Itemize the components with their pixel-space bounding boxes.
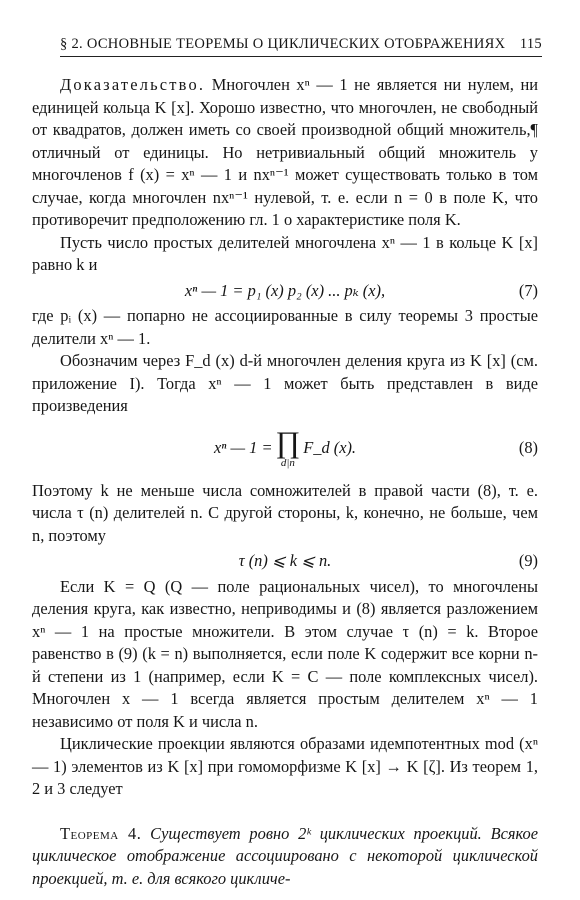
paragraph-cyclic-projections: Циклические проекции являются образами идемпотентных mod (xⁿ — 1) элементов из K [x] при гомоморфизме K [x] → K [ζ]. Из теорем 1, 2 и 3 следует — [32, 734, 538, 798]
proof-text: Многочлен xⁿ — 1 не является ни нулем, ни единицей кольца K [x]. Хорошо известно, что многочлен, не свободный от квадратов, должен иметь со своей производной общий множитель,¶ отличный от единицы. Но нетривиальный общий множитель у многочленов f (x) = xⁿ — 1 и nxⁿ⁻¹ может существовать только в том случае, когда многочлен nxⁿ⁻¹ нулевой, т. е. если n = 0 в поле K, что противоречит предположению гл. 1 о характеристике поля K. — [32, 75, 538, 229]
paragraph-prime-divisors: Пусть число простых делителей многочлена xⁿ — 1 в кольце K [x] равно k и — [32, 232, 538, 274]
product-symbol — [275, 425, 301, 469]
equation-8 — [32, 421, 538, 477]
product-subscript: d|n — [280, 456, 295, 469]
equation-7 — [32, 280, 538, 303]
paragraph-k-bounds: Поэтому k не меньше числа сомножителей в правой части (8), т. е. числа τ (n) делителей n. С другой стороны, k, конечно, не больше, чем n, поэтому — [32, 480, 538, 545]
section-title: § 2. ОСНОВНЫЕ ТЕОРЕМЫ О ЦИКЛИЧЕСКИХ ОТОБРАЖЕНИЯХ — [60, 36, 506, 52]
equation-8-number: (8) — [518, 438, 538, 458]
paragraph-rational-field: Если K = Q (Q — поле рациональных чисел), то многочлены деления круга, как известно, неприводимы и (8) является разложением xⁿ — 1 на простые множители. В этом случае τ (n) = k. Второе равенство в (9) (k = n) выполняется, если поле K содержит все корни n-й степени из 1 (например, если K = C — поле комплексных чисел). Многочлен x — 1 всегда является простым делителем xⁿ — 1 независимо от поля K и числа n. — [32, 576, 538, 731]
theorem-text: Существует ровно 2ᵏ циклических проекций. Всякое циклическое отображение ассоциировано с некоторой циклической проекцией, т. е. для всякого цикличе- — [32, 823, 538, 888]
equation-9 — [32, 550, 538, 573]
proof-lead: Доказательство. — [60, 75, 206, 94]
equation-9-formula: τ (n) ⩽ k ⩽ n. — [238, 551, 332, 570]
equation-9-number: (9) — [518, 551, 538, 570]
theorem-label: Теорема 4. — [60, 823, 142, 843]
running-header — [60, 36, 542, 57]
equation-8-lhs: xⁿ — 1 = — [213, 438, 273, 458]
page-body — [32, 74, 538, 890]
theorem-4 — [32, 823, 538, 891]
equation-8-rhs: F_d (x). — [303, 438, 357, 458]
product-sign: ∏ — [275, 425, 301, 459]
paragraph-cyclotomic: Обозначим через F_d (x) d-й многочлен деления круга из K [x] (см. приложение I). Тогда xⁿ — 1 может быть представлен в виде произведения — [32, 351, 538, 415]
page-number: 115 — [519, 36, 542, 52]
paragraph-pi-definition: где pᵢ (x) — попарно не ассоциированные в силу теоремы 3 простые делители xⁿ — 1. — [32, 306, 538, 348]
proof-paragraph — [32, 74, 538, 232]
equation-7-number: (7) — [518, 280, 538, 300]
equation-7-formula: xⁿ — 1 = p₁ (x) p₂ (x) ... pₖ (x), — [184, 280, 386, 300]
